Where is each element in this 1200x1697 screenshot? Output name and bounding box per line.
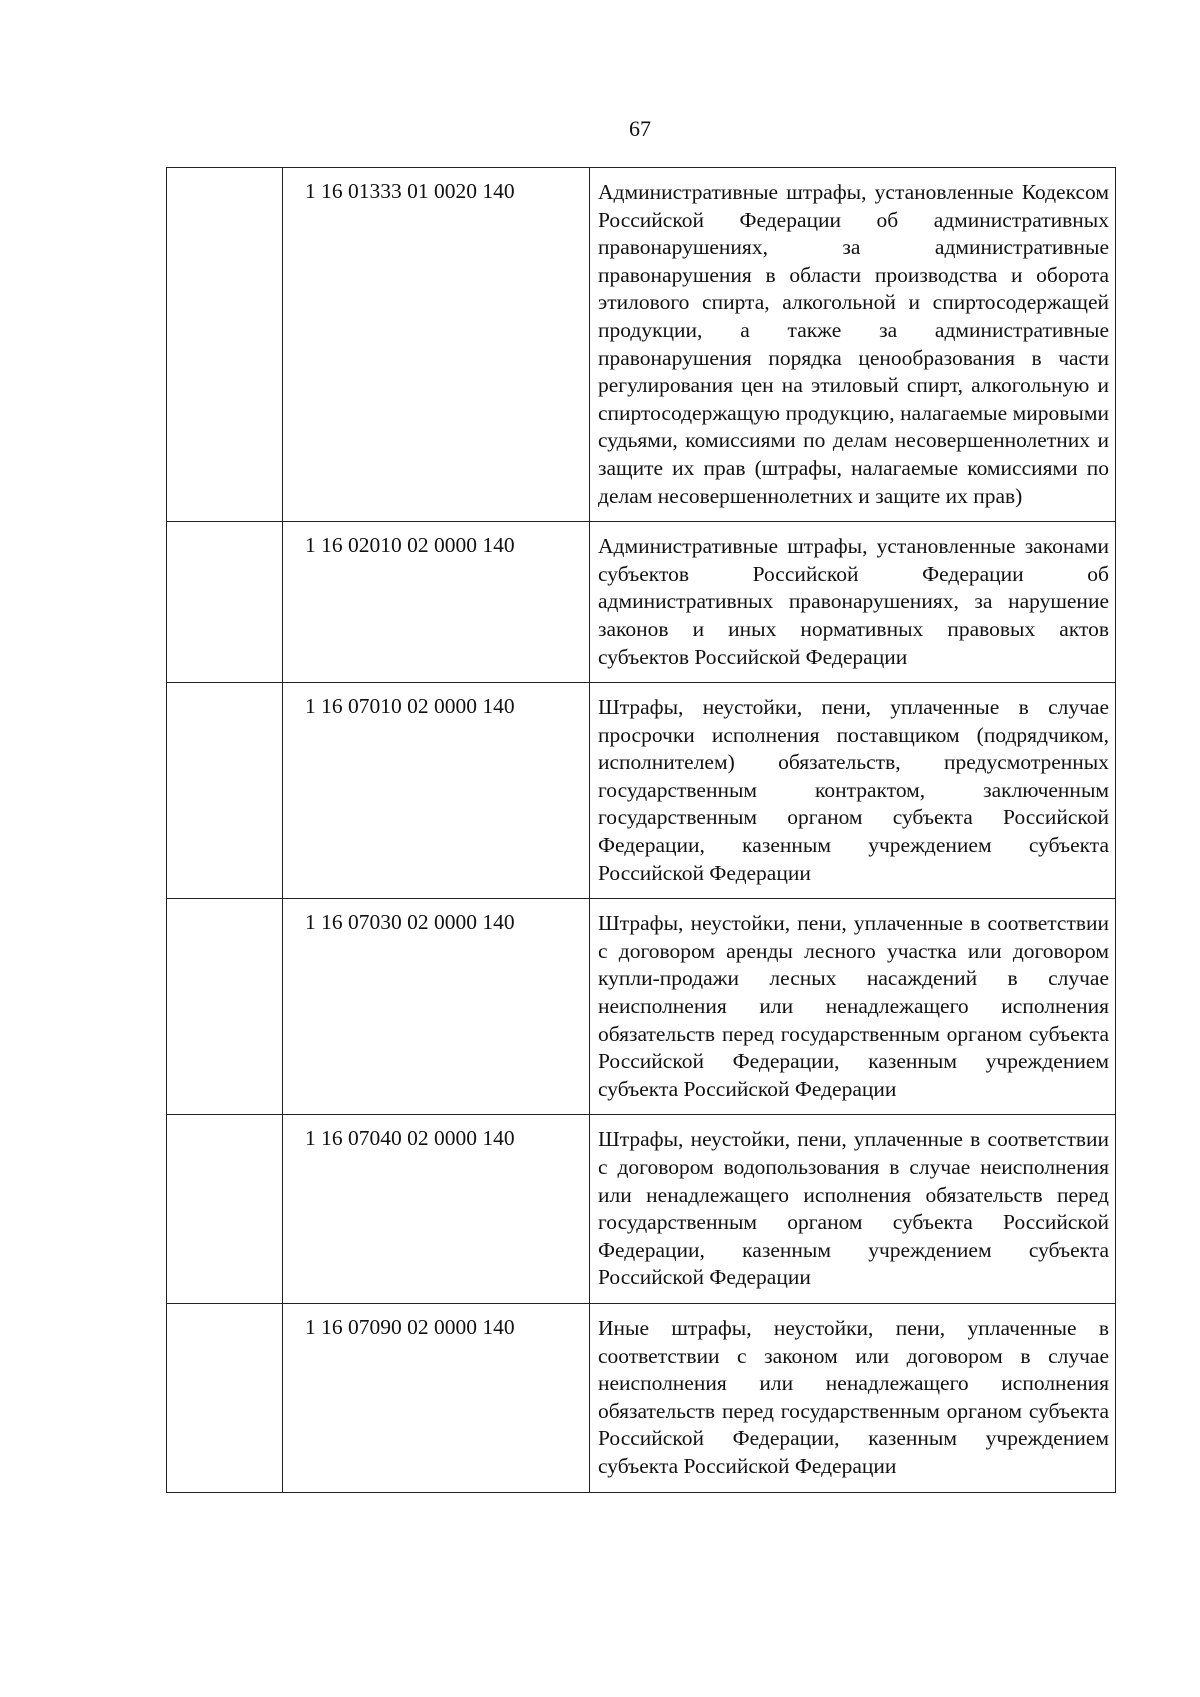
code-cell: 1 16 07030 02 0000 140 [283,899,590,1115]
description-text: Административные штрафы, установленные законами субъектов Российской Федерации об административных правонарушениях, за нарушение законов и иных нормативных правовых актов субъектов Российской Федерации [598,534,1109,669]
code-cell: 1 16 07010 02 0000 140 [283,683,590,899]
description-cell [590,168,1116,522]
description-text: Штрафы, неустойки, пени, уплаченные в соответствии с договором водопользования в случае неисполнения или ненадлежащего исполнения обязательств перед государственным органом субъекта Российской Федерации, казенным учреждением субъекта Российской Федерации [598,1127,1109,1290]
description-text: Иные штрафы, неустойки, пени, уплаченные в соответствии с законом или договором в случае неисполнения или ненадлежащего исполнения обязательств перед государственным органом субъекта Российской Федерации, казенным учреждением субъекта Российской Федерации [598,1315,1109,1478]
empty-cell [167,899,283,1115]
description-cell [590,1115,1116,1304]
table-row [167,522,1116,683]
description-cell [590,683,1116,899]
description-text: Штрафы, неустойки, пени, уплаченные в случае просрочки исполнения поставщиком (подрядчиком, исполнителем) обязательств, предусмотренных государственным контрактом, заключенным государственным органом субъекта Российской Федерации, казенным учреждением субъекта Российской Федерации [598,695,1109,885]
description-text: Штрафы, неустойки, пени, уплаченные в соответствии с договором аренды лесного участка или договором купли-продажи лесных насаждений в случае неисполнения или ненадлежащего исполнения обязательств перед государственным органом субъекта Российской Федерации, казенным учреждением субъекта Российской Федерации [598,911,1109,1101]
table-row [167,168,1116,522]
code-cell: 1 16 07090 02 0000 140 [283,1303,590,1492]
empty-cell [167,1115,283,1304]
table-row [167,899,1116,1115]
page-number: 67 [629,116,651,141]
description-cell [590,522,1116,683]
empty-cell [167,522,283,683]
code-cell: 1 16 07040 02 0000 140 [283,1115,590,1304]
description-cell [590,899,1116,1115]
code-cell: 1 16 02010 02 0000 140 [283,522,590,683]
description-text: Административные штрафы, установленные Кодексом Российской Федерации об административных правонарушениях, за административные правонарушения в области производства и оборота этилового спирта, алкогольной и спиртосодержащей продукции, а также за административные правонарушения порядка ценообразования в части регулирования цен на этиловый спирт, алкогольную и спиртосодержащую продукцию, налагаемые мировыми судьями, комиссиями по делам несовершеннолетних и защите их прав (штрафы, налагаемые комиссиями по делам несовершеннолетних и защите их прав) [598,180,1109,508]
description-cell [590,1303,1116,1492]
empty-cell [167,1303,283,1492]
revenue-codes-table [166,167,1116,1493]
table-row [167,683,1116,899]
table-row [167,1115,1116,1304]
empty-cell [167,168,283,522]
empty-cell [167,683,283,899]
code-cell: 1 16 01333 01 0020 140 [283,168,590,522]
table-row [167,1303,1116,1492]
